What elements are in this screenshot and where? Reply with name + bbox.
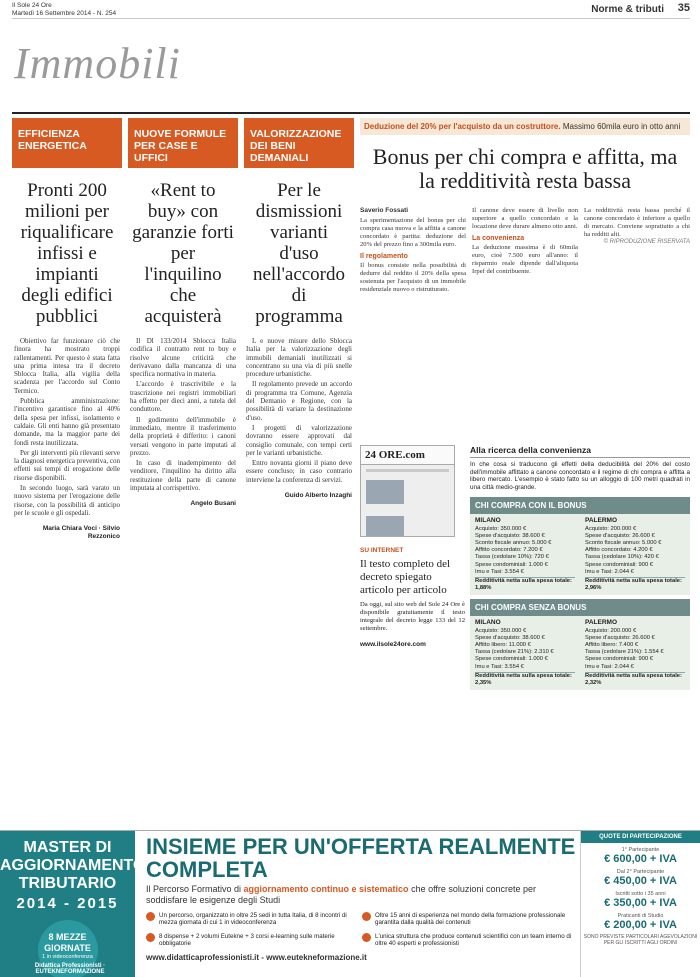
paragraph: Pubblica amministrazione: l'incentivo garantisce fino al 40% della spesa per infissi, isolamento e caldaie. Gli enti hanno già presentato domande, ma la maggior parte dei fondi resta inutilizzata. (14, 397, 120, 447)
paragraph: L e nuove misure dello Sblocca Italia per la valorizzazione degli immobili demaniali inutilizzati si concentrano su una via di più snelle procedure urbanistiche. (246, 337, 352, 379)
ad-point (360, 909, 576, 930)
city-name: PALERMO (585, 517, 618, 525)
text-column (472, 207, 578, 427)
city-column (470, 517, 580, 592)
city-column (470, 619, 580, 687)
page-title: Immobili (14, 39, 181, 88)
price-value: € 450,00 + IVA (604, 875, 677, 887)
ad-point (144, 930, 360, 951)
article-deck (360, 118, 690, 135)
promo-headline: Il testo completo del decreto spiegato articolo per articolo (360, 558, 451, 596)
text-column (360, 207, 466, 427)
box-title: Alla ricerca della convenienza (470, 445, 690, 458)
ad-url[interactable]: www.didatticaprofessionisti.it - www.eutekneformazione.it (146, 952, 367, 962)
website-thumbnail (360, 445, 455, 537)
total-row: Redditività netta sulla spesa totale: 1,88% (475, 577, 575, 592)
row: Spese condominiali: 900 € (585, 656, 653, 663)
bullet-icon (362, 933, 371, 942)
row: Spese d'acquisto: 38.600 € (475, 532, 545, 539)
paragraph: Il bonus consiste nella possibilità di dedurre dal reddito il 20% della spesa sostenuta per l'acquisto di un immobile residenziale nuovo o ristrutturato. (360, 262, 466, 293)
publication-name: Il Sole 24 Ore (12, 2, 52, 9)
ad-points (140, 909, 580, 951)
publication-info (12, 2, 116, 18)
master-years: 2014 - 2015 (16, 895, 119, 912)
city-name: MILANO (475, 619, 501, 627)
web-promo (360, 445, 465, 705)
total-row: Redditività netta sulla spesa totale: 2,96% (585, 577, 685, 592)
ad-footer[interactable] (140, 951, 580, 964)
row: Spese condominiali: 900 € (585, 561, 653, 568)
column-label: EFFICIENZA ENERGETICA (12, 118, 122, 168)
row: Acquisto: 350.000 € (475, 525, 527, 532)
ad-subline (140, 881, 580, 909)
row: Imu e Tasi: 3.554 € (475, 568, 524, 575)
row: Spese condominiali: 1.000 € (475, 656, 548, 663)
paragraph: Obiettivo far funzionare ciò che finora ha mostrato troppi rallentamenti. Per questo è stata fatta una prima intesa tra il decreto Sblocca Italia, alla vigilia della scadenza per l'accordo sul Conto Termico. (14, 337, 120, 395)
price-label: 1° Partecipante (621, 847, 660, 853)
row: Acquisto: 200.000 € (585, 627, 637, 634)
page-header (0, 0, 700, 22)
city-column (580, 517, 690, 592)
point-text: L'unica struttura che produce contenuti scientifici con un team interno di oltre 40 esperti e professionisti (375, 932, 572, 948)
article-headline: Per le dismissioni varianti d'uso nell'accordo di programma (252, 180, 346, 327)
price-panel (580, 831, 700, 977)
article-body (128, 337, 238, 492)
price-label: Dal 2° Partecipante (616, 869, 665, 875)
row: Tassa (cedolare 21%): 1.554 € (585, 649, 664, 656)
box-intro: In che cosa si traducono gli effetti della deducibilità del 20% del costo dell'immobile affittato a canone concordato e il regime di chi compra e affitta a libero mercato. L'esempio è stato fatto su un alloggio di 100 metri quadrati in una città medio-grande. (470, 461, 690, 491)
row: Affitto libero: 7.400 € (585, 642, 639, 649)
article-body (244, 337, 354, 484)
subline-c: che offre soluzioni concrete per soddisfare le esigenze degli Studi (146, 884, 536, 905)
paragraph: La redditività resta bassa perché il canone concordato è inferiore a quello di mercato. Conviene soprattutto a chi ha redditi alti. (584, 207, 690, 238)
total-row: Redditività netta sulla spesa totale: 2,32% (585, 672, 685, 687)
table-with-bonus (470, 514, 690, 595)
price-value: € 600,00 + IVA (604, 853, 677, 865)
byline: Guido Alberto Inzaghi (284, 492, 352, 500)
paragraph: In caso di inadempimento del venditore, l'inquilino ha diritto alla restituzione della parte di canone imputata al corrispettivo. (130, 459, 236, 493)
paragraph: La deduzione massima è di 60mila euro, cioè 7.500 euro all'anno: il risparmio reale dipende dall'aliquota Irpef del contribuente. (472, 244, 578, 275)
row: Acquisto: 200.000 € (585, 525, 637, 532)
total-row: Redditività netta sulla spesa totale: 2,35% (475, 672, 575, 687)
article-headline: «Rent to buy» con garanzie forti per l'inquilino che acquisterà (132, 180, 234, 327)
band-without-bonus: CHI COMPRA SENZA BONUS (470, 599, 690, 616)
page-number: 35 (677, 2, 690, 14)
paragraph: Il regolamento prevede un accordo di programma tra Comune, Agenzia del Demanio e Regione, con la possibilità di variare la destinazione d'uso. (246, 380, 352, 422)
paragraph: Il godimento dell'immobile è immediato, mentre il trasferimento della proprietà è differito: i canoni versati vengono in parte imputati al prezzo. (130, 415, 236, 457)
bullet-icon (146, 933, 155, 942)
city-name: PALERMO (585, 619, 618, 627)
article-demanio (244, 118, 354, 828)
ad-point (144, 909, 360, 930)
deck-text: Massimo 60mila euro in otto anni (562, 122, 681, 131)
band-with-bonus: CHI COMPRA CON IL BONUS (470, 497, 690, 514)
paragraph: L'accordo è trascrivibile e la trascrizione nei registri immobiliari ha effetto per dieci anni, a tutela del conduttore. (130, 380, 236, 414)
article-columns (360, 207, 690, 427)
badge-sub: 1 in videoconferenza (42, 954, 93, 960)
badge-main: 8 MEZZE GIORNATE (44, 932, 91, 953)
article-efficienza (12, 118, 122, 828)
subheading: La convenienza (472, 235, 525, 242)
ad-main (140, 831, 580, 977)
ad-brand: Didattica Professionisti · EUTEKNEFORMAZIONE (34, 963, 106, 975)
promo-label: SU INTERNET (360, 547, 404, 554)
row: Imu e Tasi: 3.554 € (475, 663, 524, 670)
price-value: € 200,00 + IVA (604, 919, 677, 931)
column-label: NUOVE FORMULE PER CASE E UFFICI (128, 118, 238, 168)
row: Tassa (cedolare 21%): 2.310 € (475, 649, 554, 656)
bullet-icon (146, 912, 155, 921)
article-body (12, 337, 122, 517)
price-note: SONO PREVISTE PARTICOLARI AGEVOLAZIONI PER GLI ISCRITTI AGLI ORDINI (583, 934, 698, 946)
copyright: © RIPRODUZIONE RISERVATA (603, 239, 690, 245)
promo-link[interactable]: www.ilsole24ore.com (360, 641, 426, 648)
promo-text: Da oggi, sul sito web del Sole 24 Ore è disponibile gratuitamente il testo integrale del decreto legge 133 del 12 settembre. (360, 601, 465, 632)
row: Spese condominiali: 1.000 € (475, 561, 548, 568)
row: Spese d'acquisto: 26.600 € (585, 532, 655, 539)
row: Imu e Tasi: 2.044 € (585, 568, 634, 575)
paragraph: Per gli interventi più rilevanti serve la diagnosi energetica preventiva, con effetti sui tempi di erogazione delle risorse disponibili. (14, 448, 120, 482)
paragraph: In secondo luogo, sarà varato un nuovo sistema per l'erogazione delle risorse, con la possibilità di anticipo per le scuole e gli ospedali. (14, 484, 120, 517)
master-title: MASTER DI AGGIORNAMENTO TRIBUTARIO (0, 839, 146, 892)
city-column (580, 619, 690, 687)
paragraph: I progetti di valorizzazione dovranno essere approvati dal consiglio comunale, con tempi certi per le varianti urbanistiche. (246, 423, 352, 457)
row: Spese d'acquisto: 38.600 € (475, 634, 545, 641)
paragraph: Il Dl 133/2014 Sblocca Italia codifica il contratto rent to buy e risolve alcune criticità che derivavano dalla mancanza di una specifica normativa in materia. (130, 337, 236, 379)
price-value: € 350,00 + IVA (604, 897, 677, 909)
ad-headline: INSIEME PER UN'OFFERTA REALMENTE COMPLETA (146, 834, 576, 882)
row: Imu e Tasi: 2.044 € (585, 663, 634, 670)
price-label: Praticanti di Studio (617, 913, 664, 919)
article-headline: Pronti 200 milioni per riqualificare infissi e impianti degli edifici pubblici (20, 180, 114, 327)
price-label: Iscritti sotto i 35 anni (615, 891, 666, 897)
deck-highlight: Deduzione del 20% per l'acquisto da un costruttore. (364, 122, 561, 131)
byline: Angelo Busani (190, 500, 236, 508)
paragraph: Il canone deve essere di livello non superiore a quello concordato e la locazione deve durare almeno otto anni. (472, 207, 578, 230)
main-headline: Bonus per chi compra e affitta, ma la redditività resta bassa (372, 144, 678, 193)
subline-b: aggiornamento continuo e sistematico (243, 884, 409, 894)
convenienza-box (470, 445, 690, 690)
city-name: MILANO (475, 517, 501, 525)
paragraph: La sperimentazione del bonus per chi compra casa nuova e la affitta a canone concordato è partita: deduzione del 20% del prezzo fino a 300mila euro. (360, 217, 466, 248)
thumbnail-image (366, 480, 404, 504)
bullet-icon (362, 912, 371, 921)
point-text: Oltre 15 anni di esperienza nel mondo della formazione professionale garantita dalla qualità dei contenuti (375, 912, 566, 927)
issue-date: Martedì 16 Settembre 2014 - N. 254 (12, 10, 117, 17)
author: Saverio Fossati (360, 207, 409, 214)
website-masthead: 24 ORE.com (361, 446, 454, 465)
row: Tassa (cedolare 10%): 420 € (585, 554, 659, 561)
table-without-bonus (470, 616, 690, 690)
text-line (366, 469, 449, 472)
row: Sconto fiscale annuo: 5.000 € (475, 539, 552, 546)
text-column (584, 207, 690, 427)
subline-a: Il Percorso Formativo di (146, 884, 244, 894)
advertisement[interactable] (0, 830, 700, 977)
row: Sconto fiscale annuo: 5.000 € (585, 539, 662, 546)
title-rule (12, 112, 690, 114)
column-label: VALORIZZAZIONE DEI BENI DEMANIALI (244, 118, 354, 168)
row: Affitto concordato: 7.200 € (475, 547, 543, 554)
row: Affitto concordato: 4.200 € (585, 547, 653, 554)
row: Tassa (cedolare 10%): 720 € (475, 554, 549, 561)
point-text: Un percorso, organizzato in oltre 25 sedi in tutta Italia, di 8 incontri di mezza giornata di cui 1 in videoconferenza (159, 912, 347, 927)
point-text: 8 dispense + 2 volumi Eutekne + 3 corsi e-learning sulle materie obbligatorie (159, 932, 335, 948)
ad-point (360, 930, 576, 951)
header-rule (12, 18, 690, 19)
row: Affitto libero: 11.000 € (475, 642, 531, 649)
paragraph: Entro novanta giorni il piano deve essere concluso; in caso contrario interviene la conferenza di servizi. (246, 459, 352, 484)
byline: Maria Chiara Voci · Silvio Rezzonico (42, 525, 120, 541)
article-rent-to-buy (128, 118, 238, 828)
row: Acquisto: 350.000 € (475, 627, 527, 634)
thumbnail-image (366, 516, 404, 537)
subheading: Il regolamento (360, 253, 408, 260)
section-name: Norme & tributi (591, 4, 664, 15)
price-header: QUOTE DI PARTECIPAZIONE (581, 831, 700, 843)
ad-master-panel (0, 831, 146, 977)
row: Spese d'acquisto: 26.600 € (585, 634, 655, 641)
